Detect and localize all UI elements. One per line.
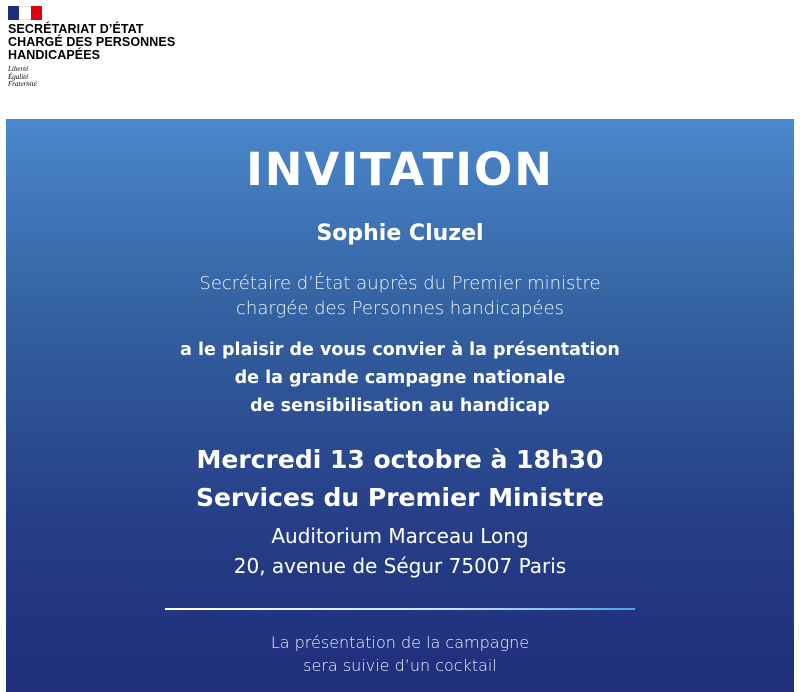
address-line: Auditorium Marceau Long bbox=[271, 524, 529, 548]
republic-motto bbox=[8, 66, 175, 89]
event-date: Mercredi 13 octobre à 18h30 bbox=[196, 445, 604, 474]
motto-line: Fraternité bbox=[8, 80, 37, 88]
address-line: 20, avenue de Ségur 75007 Paris bbox=[233, 554, 567, 578]
invitation-card bbox=[6, 119, 794, 692]
ministry-name-line: SECRÉTARIAT D’ÉTAT bbox=[8, 22, 144, 36]
motto-line: Liberté bbox=[8, 65, 29, 73]
invitation-message bbox=[6, 336, 794, 420]
government-logo bbox=[8, 6, 175, 89]
event-datetime-venue bbox=[6, 441, 794, 517]
message-line: de la grande campagne nationale bbox=[234, 368, 566, 388]
event-venue: Services du Premier Ministre bbox=[195, 483, 605, 512]
host-name: Sophie Cluzel bbox=[316, 221, 484, 246]
ministry-name-line: CHARGÉ DES PERSONNES bbox=[8, 35, 176, 49]
message-line: a le plaisir de vous convier à la présentation bbox=[180, 340, 620, 360]
ministry-name-line: HANDICAPÉES bbox=[8, 48, 101, 62]
host-role-line: chargée des Personnes handicapées bbox=[236, 298, 564, 319]
invitation-title: INVITATION bbox=[246, 143, 554, 196]
ministry-name bbox=[8, 23, 175, 62]
host-role-line: Secrétaire d’État auprès du Premier ministre bbox=[199, 273, 601, 294]
french-flag-icon bbox=[8, 6, 42, 20]
host-role bbox=[6, 271, 794, 321]
motto-line: Égalité bbox=[8, 72, 29, 81]
event-address bbox=[6, 521, 794, 581]
message-line: de sensibilisation au handicap bbox=[250, 396, 550, 416]
note-line: sera suivie d’un cocktail bbox=[303, 656, 497, 675]
note-line: La présentation de la campagne bbox=[270, 633, 530, 652]
divider bbox=[165, 608, 635, 610]
cocktail-note bbox=[6, 631, 794, 677]
